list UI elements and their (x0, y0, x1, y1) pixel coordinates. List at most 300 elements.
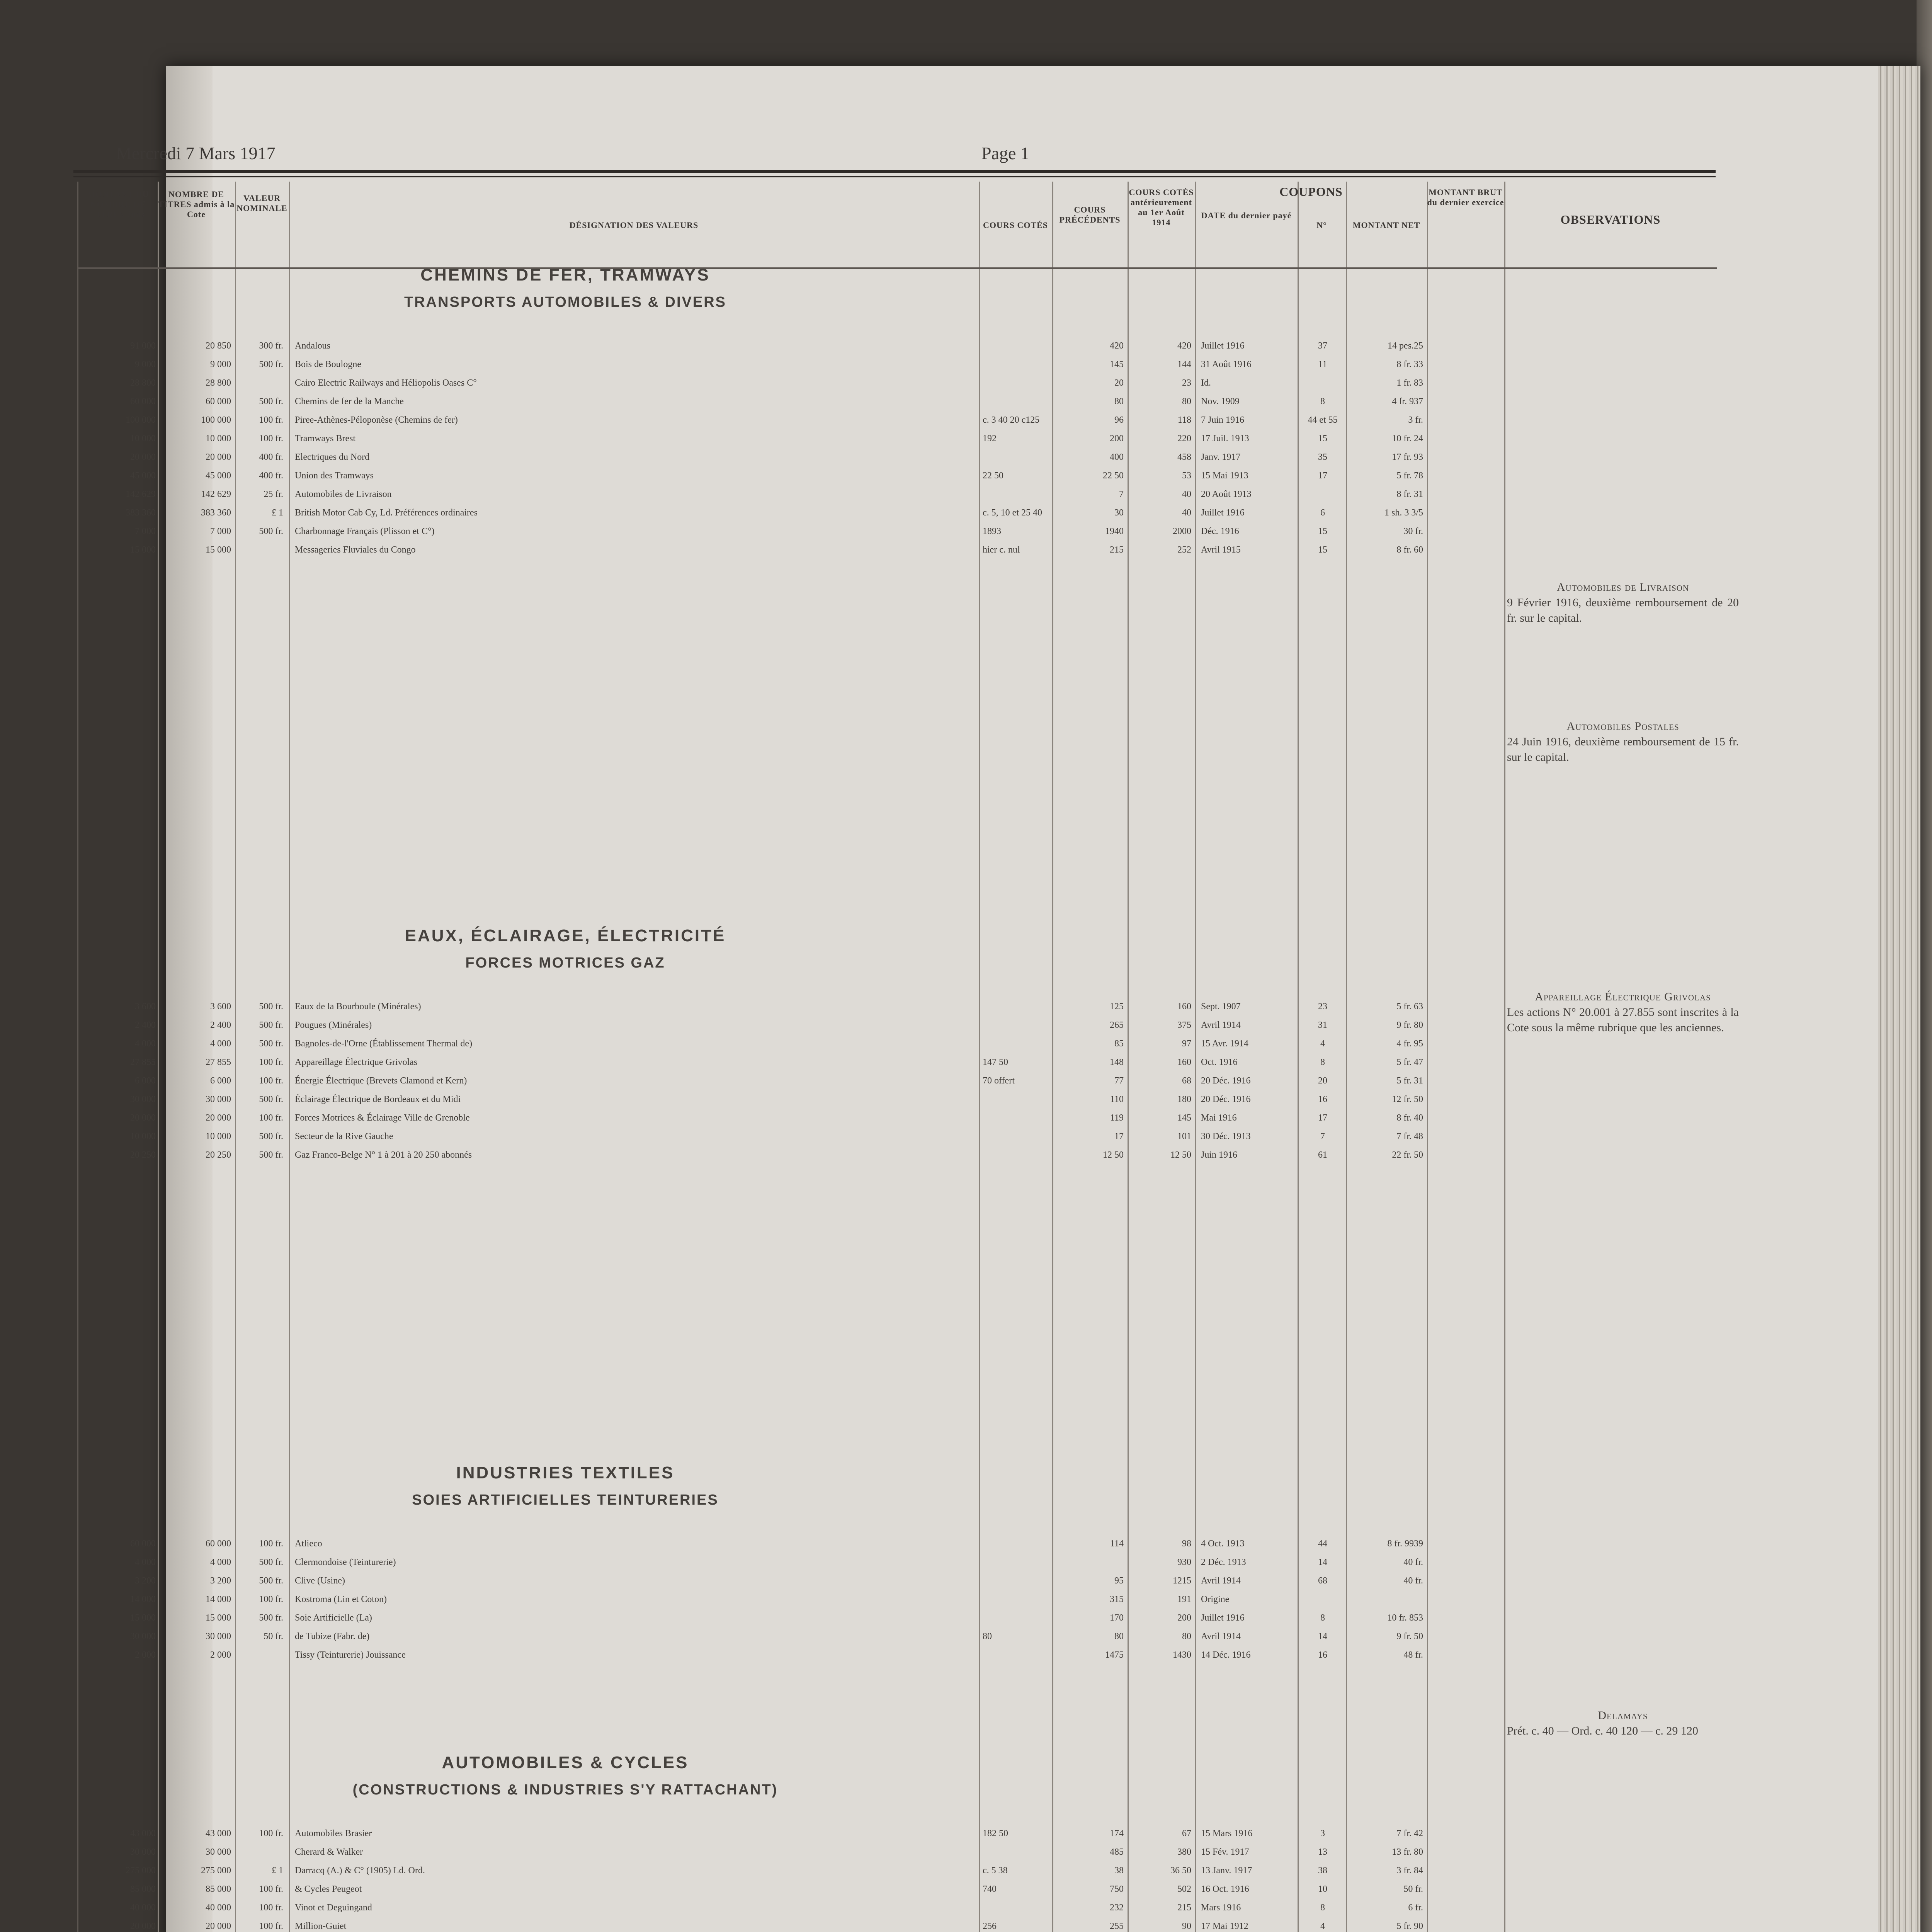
cell-cours-precedent: 80 (1114, 396, 1124, 406)
observation-title: Automobiles de Livraison (1556, 581, 1689, 594)
cell-nombre: 27 855 (206, 1057, 231, 1067)
cell-designation: Darracq (A.) & C° (1905) Ld. Ord. (295, 1866, 425, 1876)
cell-valeur: 100 fr. (259, 1921, 283, 1931)
cell-coupon-date: Janv. 1917 (1201, 452, 1241, 462)
table-row (78, 1828, 1717, 1839)
cell-montant: 14 000 (130, 1594, 156, 1604)
cell-coupon-date: 20 Déc. 1916 (1201, 1076, 1251, 1086)
table-row (78, 1538, 1717, 1549)
cell-cours-anterieur: 40 (1182, 489, 1191, 499)
cell-designation: Bagnoles-de-l'Orne (Établissement Thermal de) (295, 1039, 473, 1049)
table-row (78, 1612, 1717, 1624)
cell-coupon-date: Origine (1201, 1594, 1230, 1604)
cell-montant: 6 000 (135, 1076, 156, 1086)
cell-cours-precedent: 114 (1110, 1539, 1124, 1549)
col-header-coupons: COUPONS (1279, 185, 1343, 199)
cell-valeur: 500 fr. (259, 1557, 283, 1567)
cell-nombre: 4 000 (210, 1557, 231, 1567)
cell-coupon-date: 16 Oct. 1916 (1201, 1884, 1249, 1894)
cell-coupon-net: 12 fr. 50 (1392, 1094, 1423, 1104)
cell-montant: 10 000 (130, 434, 156, 444)
cell-valeur: 100 fr. (259, 1828, 283, 1838)
cell-cours-cotes: 182 50 (983, 1828, 1008, 1838)
cell-coupon-no: 17 (1318, 1113, 1327, 1123)
cell-cours-anterieur: 1430 (1173, 1650, 1191, 1660)
cell-designation: de Tubize (Fabr. de) (295, 1631, 370, 1641)
cell-montant: 4 000 (135, 1039, 156, 1049)
cell-montant: 60 000 (130, 1539, 156, 1549)
cell-nombre: 6 000 (210, 1076, 231, 1086)
cell-nombre: 142 629 (201, 489, 231, 499)
cell-designation: Eaux de la Bourboule (Minérales) (295, 1002, 421, 1012)
section-subtitle: TRANSPORTS AUTOMOBILES & DIVERS (404, 294, 727, 310)
cell-cours-anterieur: 12 50 (1170, 1150, 1191, 1160)
cell-coupon-date: Oct. 1916 (1201, 1057, 1238, 1067)
cell-coupon-net: 8 fr. 9939 (1387, 1539, 1423, 1549)
cell-coupon-net: 9 fr. 80 (1396, 1020, 1423, 1030)
cell-coupon-date: 4 Oct. 1913 (1201, 1539, 1245, 1549)
cell-montant: 20 000 (130, 452, 156, 462)
cell-coupon-date: 7 Juin 1916 (1201, 415, 1245, 425)
cell-coupon-net: 7 fr. 42 (1396, 1828, 1423, 1838)
cell-montant: 142 629 (126, 489, 156, 499)
cell-coupon-date: Juillet 1916 (1201, 341, 1245, 351)
cell-montant: 40 000 (130, 1903, 156, 1913)
cell-designation: Andalous (295, 341, 330, 351)
cell-cours-cotes: c. 5, 10 et 25 40 (983, 508, 1042, 518)
cell-coupon-date: 14 Déc. 1916 (1201, 1650, 1251, 1660)
cell-designation: British Motor Cab Cy, Ld. Préférences ordinaires (295, 508, 478, 518)
cell-montant: 28 800 (130, 378, 156, 388)
cell-cours-precedent: 110 (1110, 1094, 1124, 1104)
cell-coupon-date: Nov. 1909 (1201, 396, 1240, 406)
cell-coupon-net: 6 fr. (1408, 1903, 1423, 1913)
cell-cours-anterieur: 144 (1177, 359, 1191, 369)
cell-cours-anterieur: 191 (1177, 1594, 1191, 1604)
cell-coupon-date: Sept. 1907 (1201, 1002, 1241, 1012)
table-row (78, 1594, 1717, 1605)
cell-cours-precedent: 1940 (1105, 526, 1124, 536)
cell-coupon-net: 40 fr. (1403, 1576, 1423, 1586)
cell-designation: Pougues (Minérales) (295, 1020, 372, 1030)
cell-cours-anterieur: 23 (1182, 378, 1191, 388)
cell-designation: Secteur de la Rive Gauche (295, 1131, 393, 1141)
section-title: EAUX, ÉCLAIRAGE, ÉLECTRICITÉ (405, 926, 726, 945)
cell-montant: 15 000 (130, 545, 156, 555)
cell-cours-precedent: 148 (1110, 1057, 1124, 1067)
cell-coupon-no: 11 (1318, 359, 1327, 369)
cell-cours-anterieur: 98 (1182, 1539, 1191, 1549)
cell-montant: 30 000 (130, 1847, 156, 1857)
table-row (78, 1094, 1717, 1105)
cell-designation: Automobiles de Livraison (295, 489, 392, 499)
cell-montant: 9 000 (135, 359, 156, 369)
cell-coupon-no: 23 (1318, 1002, 1327, 1012)
header-rule (73, 170, 1716, 173)
cell-designation: Charbonnage Français (Plisson et C°) (295, 526, 435, 536)
cell-coupon-net: 1 sh. 3 3/5 (1384, 508, 1423, 518)
cell-coupon-net: 5 fr. 47 (1396, 1057, 1423, 1067)
cell-cours-anterieur: 145 (1177, 1113, 1191, 1123)
table-row (78, 1149, 1717, 1161)
cell-designation: Soie Artificielle (La) (295, 1613, 372, 1623)
cell-cours-precedent: 12 50 (1103, 1150, 1124, 1160)
cell-coupon-date: 15 Mai 1913 (1201, 471, 1248, 481)
cell-coupon-date: 30 Déc. 1913 (1201, 1131, 1251, 1141)
cell-cours-cotes: c. 5 38 (983, 1866, 1008, 1876)
cell-nombre: 15 000 (206, 1613, 231, 1623)
col-header-observations: OBSERVATIONS (1560, 213, 1661, 226)
cell-nombre: 3 200 (210, 1576, 231, 1586)
cell-cours-precedent: 1475 (1105, 1650, 1124, 1660)
cell-cours-precedent: 174 (1110, 1828, 1124, 1838)
cell-cours-cotes: c. 3 40 20 c125 (983, 415, 1040, 425)
cell-coupon-net: 22 fr. 50 (1392, 1150, 1423, 1160)
cell-coupon-net: 30 fr. (1403, 526, 1423, 536)
cell-coupon-date: 15 Avr. 1914 (1201, 1039, 1248, 1049)
cell-nombre: 100 000 (201, 415, 231, 425)
cell-valeur: 100 fr. (259, 1076, 283, 1086)
cell-designation: Tramways Brest (295, 434, 356, 444)
cell-cours-precedent: 30 (1114, 508, 1124, 518)
cell-coupon-date: Juin 1916 (1201, 1150, 1238, 1160)
table-row (78, 1001, 1717, 1012)
col-header-cours-precedents: COURS PRÉCÉDENTS (1059, 205, 1121, 224)
cell-designation: Kostroma (Lin et Coton) (295, 1594, 387, 1604)
cell-coupon-date: Id. (1201, 378, 1211, 388)
cell-designation: Messageries Fluviales du Congo (295, 545, 416, 555)
cell-designation: Atlieco (295, 1539, 322, 1549)
cell-nombre: 43 000 (206, 1828, 231, 1838)
cell-nombre: 20 850 (206, 341, 231, 351)
cell-nombre: 2 000 (210, 1650, 231, 1660)
cell-coupon-net: 10 fr. 853 (1387, 1613, 1423, 1623)
cell-coupon-no: 35 (1318, 452, 1327, 462)
col-header-coupon-net: MONTANT NET (1352, 220, 1420, 230)
cell-coupon-net: 40 fr. (1403, 1557, 1423, 1567)
cell-cours-anterieur: 36 50 (1170, 1866, 1191, 1876)
table-row (78, 1038, 1717, 1049)
cell-designation: Tissy (Teinturerie) Jouissance (295, 1650, 406, 1660)
cell-coupon-no: 20 (1318, 1076, 1327, 1086)
cell-cours-anterieur: 40 (1182, 508, 1191, 518)
cell-cours-precedent: 80 (1114, 1631, 1124, 1641)
col-header-coupon-no: N° (1316, 220, 1327, 230)
cell-cours-precedent: 85 (1114, 1039, 1124, 1049)
table-row (78, 340, 1717, 352)
cell-nombre: 28 800 (206, 378, 231, 388)
cell-nombre: 45 000 (206, 471, 231, 481)
section-subtitle: (CONSTRUCTIONS & INDUSTRIES S'Y RATTACHANT) (352, 1782, 778, 1798)
observation-note (1507, 580, 1739, 626)
col-header-cours-cotes: COURS COTÉS (983, 220, 1048, 230)
cell-cours-cotes: 256 (983, 1921, 997, 1931)
cell-coupon-net: 4 fr. 937 (1392, 396, 1423, 406)
cell-cours-precedent: 20 (1114, 378, 1124, 388)
table-row (78, 396, 1717, 407)
cell-cours-precedent: 17 (1114, 1131, 1124, 1141)
table-row (78, 470, 1717, 481)
cell-cours-precedent: 22 50 (1103, 471, 1124, 481)
cell-nombre: 4 000 (210, 1039, 231, 1049)
cell-cours-anterieur: 67 (1182, 1828, 1191, 1838)
cell-coupon-date: 2 Déc. 1913 (1201, 1557, 1246, 1567)
cell-coupon-no: 31 (1318, 1020, 1327, 1030)
cell-valeur: 500 fr. (259, 1020, 283, 1030)
observation-text: Prét. c. 40 — Ord. c. 40 120 — c. 29 120 (1507, 1725, 1698, 1737)
cell-coupon-net: 10 fr. 24 (1392, 434, 1423, 444)
cell-coupon-no: 15 (1318, 545, 1327, 555)
table-row (78, 1112, 1717, 1124)
cell-coupon-date: Mai 1916 (1201, 1113, 1237, 1123)
cell-coupon-net: 50 fr. (1403, 1884, 1423, 1894)
cell-designation: Forces Motrices & Éclairage Ville de Grenoble (295, 1113, 470, 1123)
cell-coupon-no: 4 (1320, 1921, 1325, 1931)
cell-cours-anterieur: 97 (1182, 1039, 1191, 1049)
cell-coupon-no: 7 (1320, 1131, 1325, 1141)
cell-cours-anterieur: 180 (1177, 1094, 1191, 1104)
cell-coupon-date: 15 Mars 1916 (1201, 1828, 1253, 1838)
cell-cours-anterieur: 68 (1182, 1076, 1191, 1086)
cell-coupon-date: 15 Fév. 1917 (1201, 1847, 1249, 1857)
cell-valeur: 500 fr. (259, 1576, 283, 1586)
cell-coupon-date: Avril 1914 (1201, 1631, 1241, 1641)
observation-title: Delamays (1598, 1709, 1648, 1722)
cell-nombre: 20 000 (206, 452, 231, 462)
cell-nombre: 2 400 (210, 1020, 231, 1030)
cell-designation: & Cycles Peugeot (295, 1884, 362, 1894)
cell-cours-cotes: 147 50 (983, 1057, 1008, 1067)
cell-cours-cotes: hier c. nul (983, 545, 1020, 555)
cell-cours-precedent: 38 (1114, 1866, 1124, 1876)
cell-cours-precedent: 200 (1110, 434, 1124, 444)
cell-cours-cotes: 740 (983, 1884, 997, 1894)
cell-cours-precedent: 170 (1110, 1613, 1124, 1623)
cell-cours-anterieur: 220 (1177, 434, 1191, 444)
observation-title: Automobiles Postales (1566, 720, 1679, 733)
cell-montant: 85 000 (130, 1884, 156, 1894)
cell-coupon-no: 8 (1320, 1903, 1325, 1913)
cell-valeur: 100 fr. (259, 1539, 283, 1549)
cell-designation: Chemins de fer de la Manche (295, 396, 404, 406)
table-row (78, 1019, 1717, 1031)
cell-cours-precedent: 315 (1110, 1594, 1124, 1604)
cell-coupon-no: 37 (1318, 341, 1327, 351)
cell-cours-precedent: 400 (1110, 452, 1124, 462)
cell-valeur: 300 fr. (259, 341, 283, 351)
cell-designation: Piree-Athènes-Péloponèse (Chemins de fer) (295, 415, 458, 425)
cell-montant: 91 000 (130, 341, 156, 351)
cell-designation: Union des Tramways (295, 471, 374, 481)
cell-valeur: 500 fr. (259, 526, 283, 536)
table-row (78, 544, 1717, 556)
cell-coupon-date: Mars 1916 (1201, 1903, 1241, 1913)
cell-cours-precedent: 119 (1110, 1113, 1124, 1123)
cell-nombre: 9 000 (210, 359, 231, 369)
cell-valeur: 400 fr. (259, 471, 283, 481)
table-row (78, 1846, 1717, 1858)
section-title: INDUSTRIES TEXTILES (456, 1463, 675, 1482)
cell-cours-anterieur: 502 (1177, 1884, 1191, 1894)
table-row (78, 488, 1717, 500)
cell-coupon-date: 20 Août 1913 (1201, 489, 1252, 499)
cell-coupon-net: 48 fr. (1403, 1650, 1423, 1660)
cell-cours-precedent: 232 (1110, 1903, 1124, 1913)
cell-coupon-no: 15 (1318, 434, 1327, 444)
cell-montant: 60 000 (130, 396, 156, 406)
cell-nombre: 30 000 (206, 1847, 231, 1857)
cell-coupon-no: 3 (1320, 1828, 1325, 1838)
cell-nombre: 20 000 (206, 1921, 231, 1931)
cell-cours-anterieur: 160 (1177, 1002, 1191, 1012)
cell-cours-precedent: 750 (1110, 1884, 1124, 1894)
cell-nombre: 10 000 (206, 1131, 231, 1141)
cell-cours-precedent: 145 (1110, 359, 1124, 369)
cell-cours-anterieur: 375 (1177, 1020, 1191, 1030)
cell-valeur: 500 fr. (259, 359, 283, 369)
cell-cours-precedent: 96 (1114, 415, 1124, 425)
cell-coupon-net: 3 fr. 84 (1396, 1866, 1423, 1876)
cell-coupon-no: 15 (1318, 526, 1327, 536)
cell-coupon-date: Avril 1914 (1201, 1020, 1241, 1030)
cell-montant: 275 000 (126, 1866, 156, 1876)
cell-coupon-date: 31 Août 1916 (1201, 359, 1252, 369)
cell-nombre: 20 000 (206, 1113, 231, 1123)
cell-montant: 15 000 (130, 1613, 156, 1623)
cell-designation: Clive (Usine) (295, 1576, 345, 1586)
cell-cours-precedent: 255 (1110, 1921, 1124, 1931)
cell-montant: 4 000 (135, 1557, 156, 1567)
cell-montant: 43 000 (130, 1828, 156, 1838)
cell-nombre: 40 000 (206, 1903, 231, 1913)
cell-montant: 3 600 (135, 1002, 156, 1012)
cell-valeur: 100 fr. (259, 1884, 283, 1894)
cell-coupon-no: 68 (1318, 1576, 1327, 1586)
observation-note (1507, 719, 1739, 765)
cell-coupon-net: 3 fr. (1408, 415, 1423, 425)
cell-nombre: 20 250 (206, 1150, 231, 1160)
table-row (78, 359, 1717, 370)
col-header-nombre: NOMBRE DE TITRES admis à la Cote (158, 189, 235, 219)
cell-coupon-net: 9 fr. 50 (1396, 1631, 1423, 1641)
cell-designation: Gaz Franco-Belge N° 1 à 201 à 20 250 abonnés (295, 1150, 472, 1160)
cell-valeur: 500 fr. (259, 1613, 283, 1623)
cell-coupon-net: 5 fr. 63 (1396, 1002, 1423, 1012)
cell-valeur: 100 fr. (259, 1903, 283, 1913)
section-subtitle: SOIES ARTIFICIELLES TEINTURERIES (412, 1492, 719, 1508)
cell-coupon-no: 16 (1318, 1094, 1327, 1104)
cell-coupon-net: 14 pes.25 (1388, 341, 1423, 351)
cell-cours-anterieur: 118 (1177, 415, 1191, 425)
cell-cours-anterieur: 80 (1182, 1631, 1191, 1641)
col-header-designation: DÉSIGNATION DES VALEURS (569, 220, 699, 230)
cell-coupon-date: 17 Mai 1912 (1201, 1921, 1248, 1931)
table-row (78, 1865, 1717, 1876)
cell-nombre: 3 600 (210, 1002, 231, 1012)
cell-cours-precedent: 420 (1110, 341, 1124, 351)
cell-nombre: 10 000 (206, 434, 231, 444)
cell-cours-anterieur: 200 (1177, 1613, 1191, 1623)
cell-coupon-date: Juillet 1916 (1201, 1613, 1245, 1623)
cell-cours-anterieur: 420 (1177, 341, 1191, 351)
cell-nombre: 275 000 (201, 1866, 231, 1876)
cell-valeur: 100 fr. (259, 415, 283, 425)
cell-designation: Cherard & Walker (295, 1847, 363, 1857)
cell-coupon-date: Déc. 1916 (1201, 526, 1239, 536)
cell-coupon-no: 8 (1320, 1057, 1325, 1067)
cell-coupon-no: 6 (1320, 508, 1325, 518)
cell-nombre: 30 000 (206, 1094, 231, 1104)
cell-designation: Énergie Électrique (Brevets Clamond et Kern) (295, 1076, 467, 1086)
cell-cours-anterieur: 90 (1182, 1921, 1191, 1931)
cell-montant: 27 855 (130, 1057, 156, 1067)
cell-coupon-no: 16 (1318, 1650, 1327, 1660)
cell-nombre: 60 000 (206, 396, 231, 406)
cell-coupon-net: 17 fr. 93 (1392, 452, 1423, 462)
cell-cours-cotes: 1893 (983, 526, 1001, 536)
cell-cours-anterieur: 215 (1177, 1903, 1191, 1913)
cell-cours-precedent: 485 (1110, 1847, 1124, 1857)
table-row (78, 1649, 1717, 1661)
cell-cours-anterieur: 458 (1177, 452, 1191, 462)
cell-cours-precedent: 265 (1110, 1020, 1124, 1030)
cell-coupon-no: 61 (1318, 1150, 1327, 1160)
section-title: CHEMINS DE FER, TRAMWAYS (420, 265, 710, 284)
cell-valeur: 500 fr. (259, 1131, 283, 1141)
cell-cours-anterieur: 930 (1177, 1557, 1191, 1567)
cell-cours-precedent: 215 (1110, 545, 1124, 555)
cell-valeur: 500 fr. (259, 1039, 283, 1049)
cell-valeur: 400 fr. (259, 452, 283, 462)
cell-nombre: 383 360 (201, 508, 231, 518)
cell-valeur: 100 fr. (259, 1594, 283, 1604)
col-header-valeur: VALEUR NOMINALE (236, 193, 287, 213)
table-row (78, 1056, 1717, 1068)
cell-coupon-net: 8 fr. 60 (1396, 545, 1423, 555)
cell-valeur: 100 fr. (259, 1113, 283, 1123)
cell-cours-precedent: 77 (1114, 1076, 1124, 1086)
cell-montant: 3 200 (135, 1576, 156, 1586)
cell-montant: 30 000 (130, 1094, 156, 1104)
cell-cours-precedent: 7 (1119, 489, 1124, 499)
cell-valeur: 500 fr. (259, 1002, 283, 1012)
page-header (116, 143, 1677, 166)
table-row (78, 526, 1717, 537)
cell-cours-anterieur: 53 (1182, 471, 1191, 481)
observation-title: Appareillage Électrique Grivolas (1535, 990, 1711, 1003)
cell-designation: Million-Guiet (295, 1921, 347, 1931)
cell-valeur: 100 fr. (259, 1057, 283, 1067)
table-row (78, 1902, 1717, 1913)
cell-coupon-net: 5 fr. 31 (1396, 1076, 1423, 1086)
cell-montant: 383 360 (126, 508, 156, 518)
cell-coupon-net: 5 fr. 90 (1396, 1921, 1423, 1931)
cell-valeur: 100 fr. (259, 434, 283, 444)
quotation-table (77, 182, 1717, 1932)
cell-valeur: £ 1 (272, 1866, 283, 1876)
cell-designation: Vinot et Deguingand (295, 1903, 372, 1913)
cell-cours-precedent: 95 (1114, 1576, 1124, 1586)
col-header-coupon-date: DATE du dernier payé (1201, 211, 1292, 220)
observation-text: Les actions N° 20.001 à 27.855 sont inscrites à la Cote sous la même rubrique que les anciennes. (1507, 1006, 1739, 1034)
cell-nombre: 15 000 (206, 545, 231, 555)
cell-designation: Éclairage Électrique de Bordeaux et du Midi (295, 1094, 461, 1104)
cell-designation: Appareillage Électrique Grivolas (295, 1057, 418, 1067)
table-row (78, 1075, 1717, 1087)
cell-coupon-net: 8 fr. 33 (1396, 359, 1423, 369)
cell-designation: Automobiles Brasier (295, 1828, 372, 1838)
cell-coupon-no: 44 et 55 (1308, 415, 1338, 425)
